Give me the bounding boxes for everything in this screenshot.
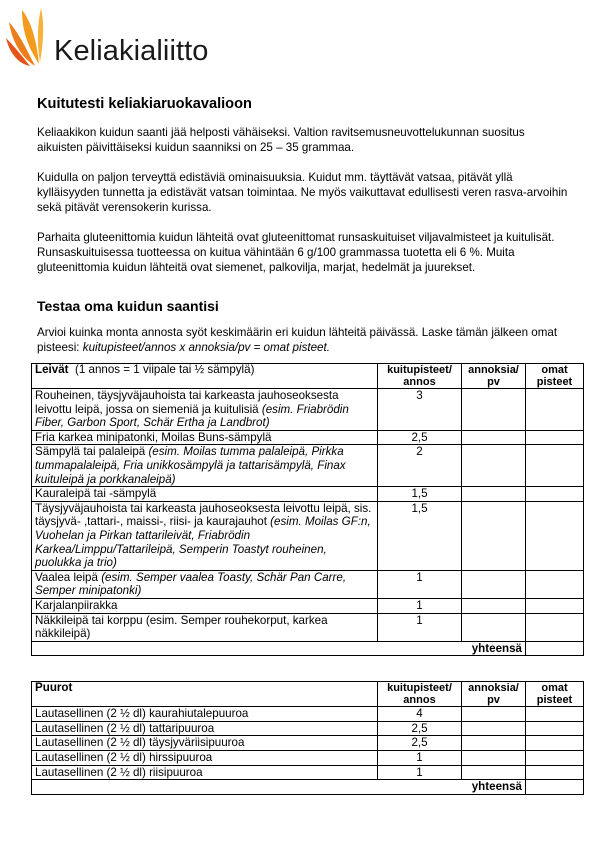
table-header-row bbox=[32, 364, 584, 389]
total-label: yhteensä bbox=[378, 780, 526, 795]
table-row bbox=[32, 707, 584, 722]
own-header: omat pisteet bbox=[526, 364, 584, 389]
bread-table bbox=[31, 363, 584, 656]
total-row bbox=[32, 780, 584, 795]
food-examples: (esim. Moilas GF:n, Vuohelan ja Pirkan tattarileivät, Friabrödin Karkea/Limppu/Tattarileipä, Semperin Toastyt rouheinen, puolukka ja trio) bbox=[35, 515, 371, 570]
section-intro: Arvioi kuinka monta annosta syöt keskimäärin eri kuidun lähteitä päivässä. Laske tämän jälkeen omat pisteesi: kuitupisteet/annos x annoksia/pv = omat pisteet. bbox=[37, 326, 558, 354]
paragraph-intro: Keliaakikon kuidun saanti jää helposti vähäiseksi. Valtion ravitsemusneuvottelukunnan suositus aikuisten päivittäiseksi kuidun saanniksi on 25 – 35 grammaa. bbox=[37, 126, 525, 154]
food-item: Täysjyväjauhoista tai karkeasta jauhoseoksesta leivottu leipä, sis. täysjyvä- ,tattari-, maissi-, riisi- ja kaurajauhot (esim. Moilas GF:n, Vuohelan ja Pirkan tattarileivät, Friabrödin Karkea/Limppu/Tattarileipä, Semperin Toastyt rouheinen, puolukka ja trio) bbox=[32, 501, 378, 570]
total-input[interactable] bbox=[526, 780, 584, 795]
servings-input[interactable] bbox=[462, 430, 526, 445]
table-row bbox=[32, 487, 584, 502]
own-points-input[interactable] bbox=[526, 721, 584, 736]
table-row bbox=[32, 445, 584, 487]
brand-name: Keliakialiitto bbox=[54, 35, 209, 67]
own-points-input[interactable] bbox=[526, 598, 584, 613]
table-header-row bbox=[32, 682, 584, 707]
table-row bbox=[32, 751, 584, 766]
table-row bbox=[32, 765, 584, 780]
own-points-input[interactable] bbox=[526, 445, 584, 487]
food-item: Lautasellinen (2 ½ dl) tattaripuuroa bbox=[32, 721, 378, 736]
document-body bbox=[37, 95, 572, 795]
points-cell: 1 bbox=[378, 613, 462, 641]
table-row bbox=[32, 613, 584, 641]
paragraph-benefits: Kuidulla on paljon terveyttä edistäviä ominaisuuksia. Kuidut mm. täyttävät vatsaa, pitävät yllä kylläisyyden tunnetta ja edistävät vatsan toimintaa. Ne myös vaikuttavat edullisesti veren rasva-arvoihin sekä pitävät verensokerin kurissa. bbox=[37, 171, 568, 214]
points-cell: 2,5 bbox=[378, 721, 462, 736]
table-row bbox=[32, 570, 584, 598]
total-label: yhteensä bbox=[378, 641, 526, 656]
own-points-input[interactable] bbox=[526, 736, 584, 751]
category-header: Leivät (1 annos = 1 viipale tai ½ sämpylä) bbox=[32, 364, 378, 389]
own-header: omat pisteet bbox=[526, 682, 584, 707]
servings-input[interactable] bbox=[462, 389, 526, 431]
table-row bbox=[32, 389, 584, 431]
food-item: Rouheinen, täysjyväjauhoista tai karkeasta jauhoseoksesta leivottu leipä, jossa on siemeniä ja kuitulisiä (esim. Friabrödin Fiber, Garbon Sport, Schär Ertha ja Landbrot) bbox=[32, 389, 378, 431]
food-item: Sämpylä tai palaleipä (esim. Moilas tumma palaleipä, Pirkka tummapalaleipä, Fria unikkosämpylä ja tattarisämpylä, Finax kuituleipä ja porkkanaleipä) bbox=[32, 445, 378, 487]
own-points-input[interactable] bbox=[526, 487, 584, 502]
servings-input[interactable] bbox=[462, 751, 526, 766]
total-input[interactable] bbox=[526, 641, 584, 656]
food-examples: (esim. Semper vaalea Toasty, Schär Pan Carre, Semper minipatonki) bbox=[35, 570, 347, 598]
food-item: Lautasellinen (2 ½ dl) täysjyväriisipuuroa bbox=[32, 736, 378, 751]
servings-header: annoksia/ pv bbox=[462, 682, 526, 707]
points-header: kuitupisteet/ annos bbox=[378, 682, 462, 707]
points-cell: 1 bbox=[378, 570, 462, 598]
points-cell: 1 bbox=[378, 598, 462, 613]
servings-input[interactable] bbox=[462, 570, 526, 598]
points-cell: 1,5 bbox=[378, 487, 462, 502]
porridge-table bbox=[31, 681, 584, 795]
own-points-input[interactable] bbox=[526, 751, 584, 766]
food-item: Lautasellinen (2 ½ dl) kaurahiutalepuuroa bbox=[32, 707, 378, 722]
food-item: Kauraleipä tai -sämpylä bbox=[32, 487, 378, 502]
points-cell: 2,5 bbox=[378, 736, 462, 751]
points-cell: 2 bbox=[378, 445, 462, 487]
table-row bbox=[32, 598, 584, 613]
total-row bbox=[32, 641, 584, 656]
brand-logo bbox=[6, 4, 236, 68]
wheat-logo-icon bbox=[6, 4, 54, 68]
own-points-input[interactable] bbox=[526, 570, 584, 598]
own-points-input[interactable] bbox=[526, 613, 584, 641]
food-item: Lautasellinen (2 ½ dl) hirssipuuroa bbox=[32, 751, 378, 766]
servings-input[interactable] bbox=[462, 445, 526, 487]
servings-input[interactable] bbox=[462, 501, 526, 570]
servings-input[interactable] bbox=[462, 598, 526, 613]
own-points-input[interactable] bbox=[526, 501, 584, 570]
points-header: kuitupisteet/ annos bbox=[378, 364, 462, 389]
servings-input[interactable] bbox=[462, 736, 526, 751]
table-row bbox=[32, 721, 584, 736]
own-points-input[interactable] bbox=[526, 430, 584, 445]
points-cell: 2,5 bbox=[378, 430, 462, 445]
points-cell: 1 bbox=[378, 751, 462, 766]
own-points-input[interactable] bbox=[526, 389, 584, 431]
page-title: Kuitutesti keliakiaruokavalioon bbox=[37, 96, 252, 112]
table-row bbox=[32, 736, 584, 751]
own-points-input[interactable] bbox=[526, 707, 584, 722]
food-item: Vaalea leipä (esim. Semper vaalea Toasty, Schär Pan Carre, Semper minipatonki) bbox=[32, 570, 378, 598]
servings-input[interactable] bbox=[462, 613, 526, 641]
food-examples: (esim. Moilas tumma palaleipä, Pirkka tummapalaleipä, Fria unikkosämpylä ja tattarisämpylä, Finax kuituleipä ja porkkanaleipä) bbox=[35, 445, 346, 486]
points-cell: 1 bbox=[378, 765, 462, 780]
formula: kuitupisteet/annos x annoksia/pv = omat pisteet. bbox=[82, 341, 330, 354]
servings-input[interactable] bbox=[462, 707, 526, 722]
points-cell: 1,5 bbox=[378, 501, 462, 570]
table-row bbox=[32, 430, 584, 445]
own-points-input[interactable] bbox=[526, 765, 584, 780]
paragraph-sources: Parhaita gluteenittomia kuidun lähteitä ovat gluteenittomat runsaskuituiset viljavalmisteet ja kuitulisät. Runsaskuituisessa tuotteessa on kuitua vähintään 6 g/100 grammassa tuotetta eli 6 %. Muita gluteenittomia kuidun lähteitä ovat siemenet, palkovilja, marjat, hedelmät ja juurekset. bbox=[37, 231, 555, 274]
food-examples: (esim. Friabrödin Fiber, Garbon Sport, Schär Ertha ja Landbrot) bbox=[35, 402, 349, 430]
category-header: Puurot bbox=[32, 682, 378, 707]
section-title: Testaa oma kuidun saantisi bbox=[37, 298, 219, 314]
table-row bbox=[32, 501, 584, 570]
servings-input[interactable] bbox=[462, 765, 526, 780]
points-cell: 4 bbox=[378, 707, 462, 722]
food-item: Karjalanpiirakka bbox=[32, 598, 378, 613]
food-item: Näkkileipä tai korppu (esim. Semper rouhekorput, karkea näkkileipä) bbox=[32, 613, 378, 641]
servings-input[interactable] bbox=[462, 721, 526, 736]
food-item: Fria karkea minipatonki, Moilas Buns-sämpylä bbox=[32, 430, 378, 445]
servings-input[interactable] bbox=[462, 487, 526, 502]
food-item: Lautasellinen (2 ½ dl) riisipuuroa bbox=[32, 765, 378, 780]
servings-header: annoksia/ pv bbox=[462, 364, 526, 389]
points-cell: 3 bbox=[378, 389, 462, 431]
